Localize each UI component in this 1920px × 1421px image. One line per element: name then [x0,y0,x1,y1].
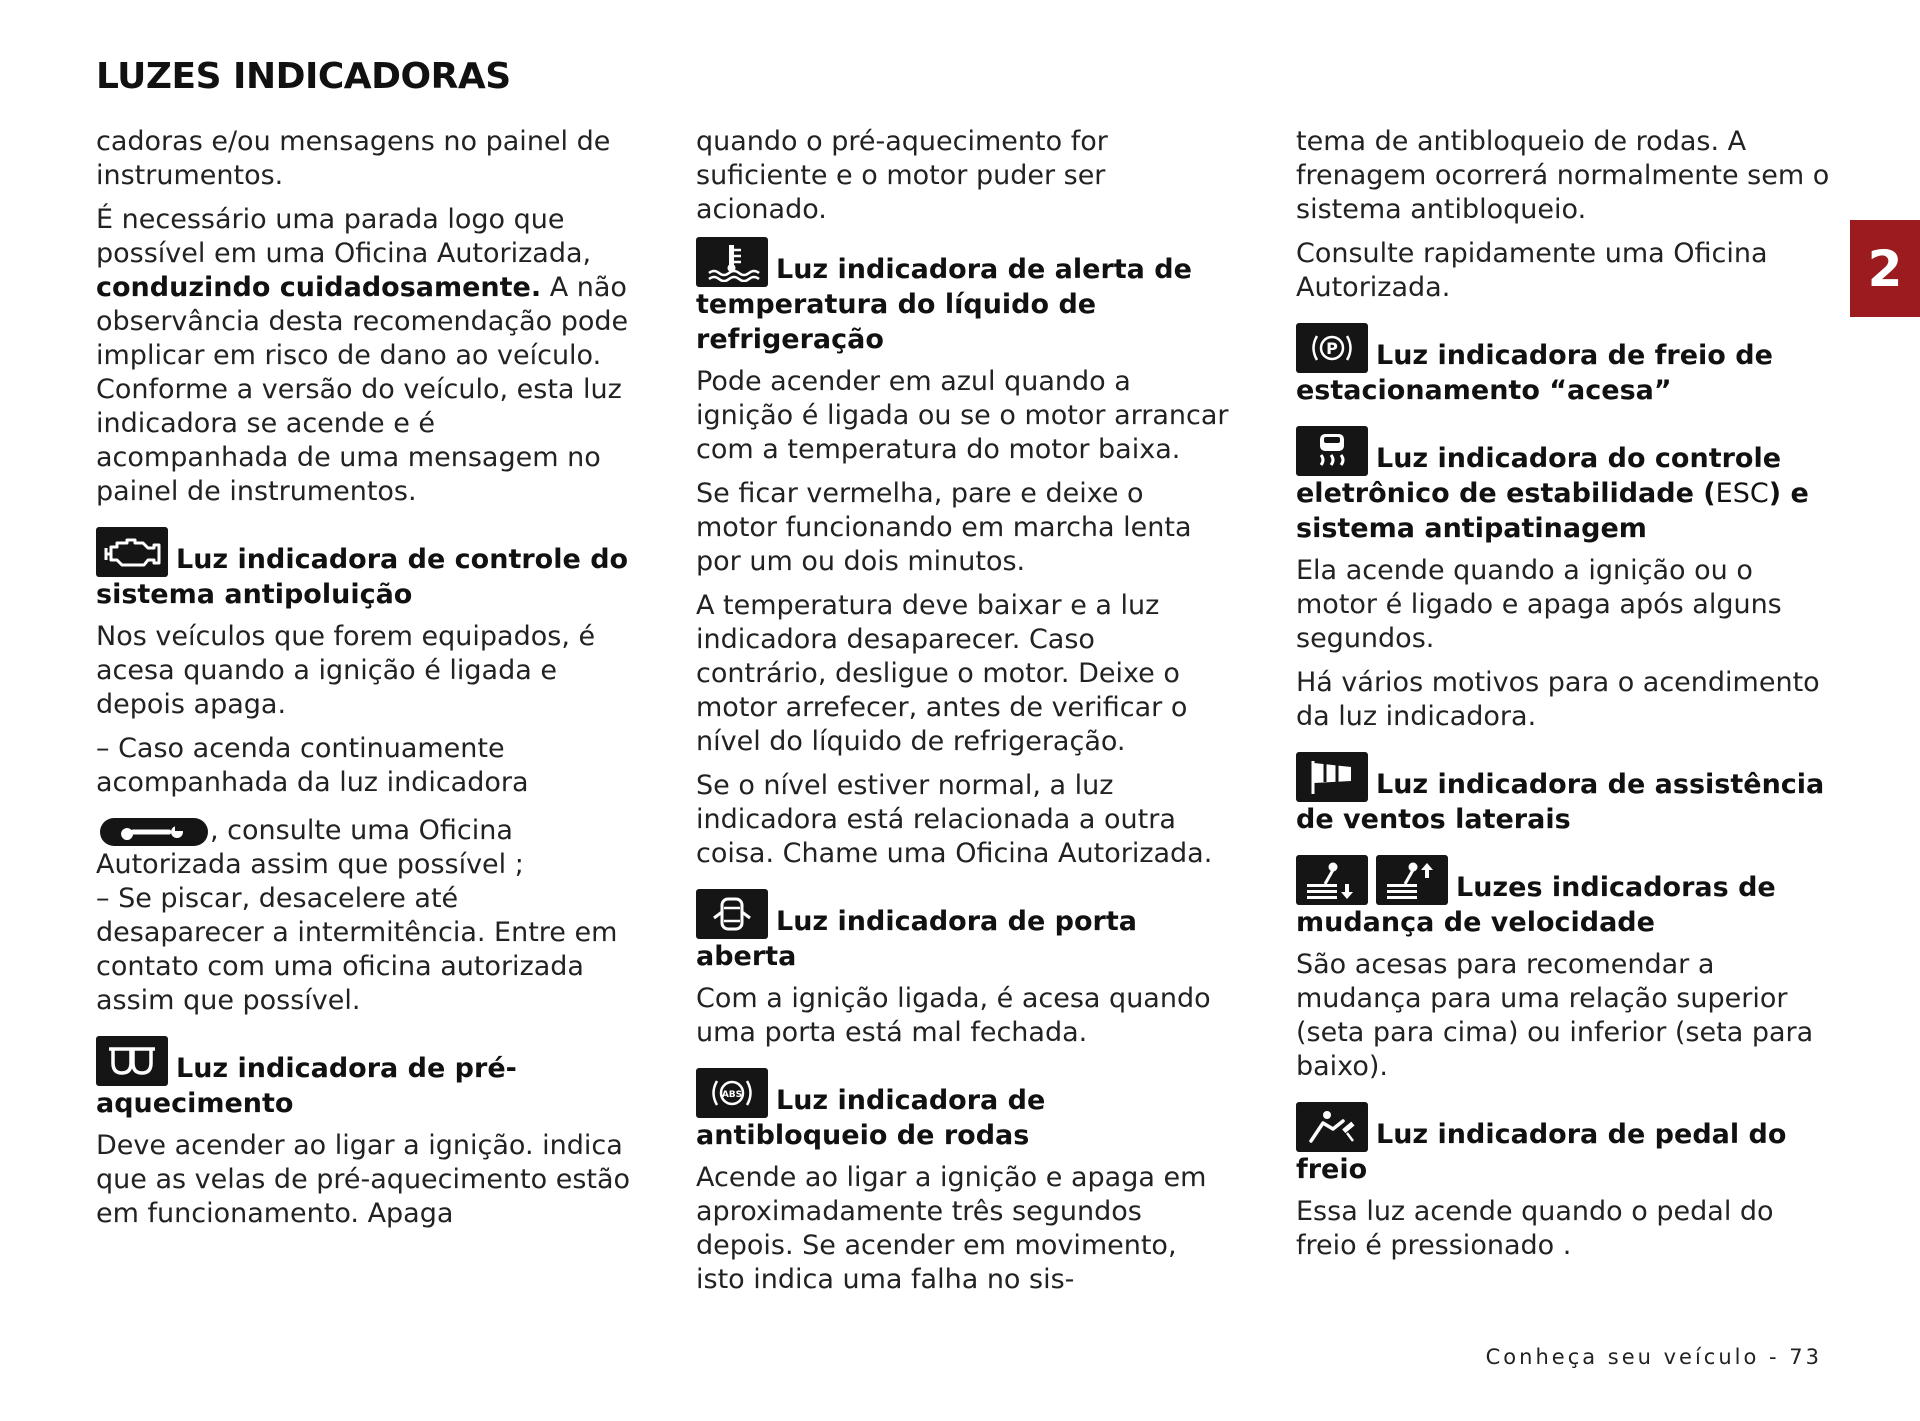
page-footer: Conheça seu veículo - 73 [1485,1345,1822,1369]
paragraph: – Caso acenda continuamente acompanhada da luz indicadora [96,733,529,798]
section-freio-estacionamento [1296,323,1831,408]
paragraph: Há vários motivos para o acendimento da luz indicadora. [1296,667,1820,732]
parking-brake-icon [1296,323,1368,373]
parking-icon-label: P [1326,339,1338,358]
crosswind-icon [1296,752,1368,802]
section-velocidade [1296,855,1831,1084]
paragraph: – Se piscar, desacelere até desaparecer a intermitência. Entre em contato com uma oficina autorizada assim que possível. [96,883,618,1016]
column-1 [96,125,631,1241]
column-2 [696,125,1231,1307]
section-heading [96,1036,631,1121]
text-span: É necessário uma parada logo que possível em uma Oficina Autorizada, [96,204,592,269]
paragraph: Deve acender ao ligar a ignição. indica que as velas de pré-aquecimento estão em funcionamento. Apaga [96,1130,631,1229]
paragraph: Pode acender em azul quando a ignição é ligada ou se o motor arrancar com a temperatura do motor baixa. [696,366,1229,465]
brake-pedal-icon [1296,1102,1368,1152]
heading-text: ) e sistema antipatinagem [1296,478,1809,544]
chapter-tab[interactable]: 2 [1850,220,1920,317]
section-esc [1296,426,1831,734]
section-abs [696,1068,1231,1297]
paragraph: A temperatura deve baixar e a luz indicadora desaparecer. Caso contrário, desligue o motor. Deixe o motor arrefecer, antes de verificar o nível do líquido de refrigeração. [696,590,1188,757]
heading-text: Luz indicadora de alerta de temperatura do líquido de refrigeração [696,254,1192,355]
heading-text: Luz indicadora de antibloqueio de rodas [696,1085,1046,1151]
paragraph: São acesas para recomendar a mudança para uma relação superior (seta para cima) ou inferior (seta para baixo). [1296,949,1814,1082]
column-3 [1296,125,1831,1273]
heading-text: Luz indicadora do controle eletrônico de estabilidade ( [1296,443,1782,509]
door-open-icon [696,889,768,939]
text-span: , consulte uma Oficina Autorizada assim que possível ; [96,815,524,880]
paragraph: Ela acende quando a ignição ou o motor é ligado e apaga após alguns segundos. [1296,555,1782,654]
abs-icon-label: ABS [721,1090,743,1100]
section-heading [1296,855,1831,940]
section-heading [696,237,1231,357]
wrench-icon [100,818,208,846]
section-antipoluicao [96,527,631,1018]
paragraph: Essa luz acende quando o pedal do freio é pressionado . [1296,1196,1774,1261]
section-heading [696,1068,1231,1153]
section-heading [1296,323,1831,408]
heading-text: Luz indicadora de freio de estacionamento “acesa” [1296,340,1773,406]
paragraph: tema de antibloqueio de rodas. A frenagem ocorrerá normalmente sem o sistema antibloqueio. [1296,126,1830,225]
heading-abbreviation: ESC [1715,478,1769,509]
text-span: A não observância desta recomendação pode implicar em risco de dano ao veículo. Conforme a versão do veículo, esta luz indicadora se acende e é acompanhada de uma mensagem no painel de instrumentos. [96,272,629,507]
paragraph [96,203,631,509]
section-temperatura [696,237,1231,871]
bold-text: conduzindo cuidadosamente. [96,272,542,303]
section-porta [696,889,1231,1050]
section-pedal-freio [1296,1102,1831,1263]
section-heading [1296,426,1831,546]
section-heading [96,527,631,612]
heading-text: Luz indicadora de assistência de ventos laterais [1296,769,1825,835]
glow-plug-icon [96,1036,168,1086]
section-preaquecimento [96,1036,631,1231]
gear-shift-down-icon [1296,855,1368,905]
paragraph: Se ficar vermelha, pare e deixe o motor funcionando em marcha lenta por um ou dois minutos. [696,478,1192,577]
engine-check-icon [96,527,168,577]
section-heading [1296,752,1831,837]
gear-shift-up-icon [1376,855,1448,905]
heading-text: Luz indicadora de porta aberta [696,906,1137,972]
paragraph: Com a ignição ligada, é acesa quando uma porta está mal fechada. [696,983,1211,1048]
paragraph: Acende ao ligar a ignição e apaga em aproximadamente três segundos depois. Se acender em movimento, isto indica uma falha no sis- [696,1162,1207,1295]
paragraph: cadoras e/ou mensagens no painel de instrumentos. [96,126,611,191]
heading-text: Luz indicadora de pedal do freio [1296,1119,1787,1185]
heading-text: Luz indicadora de pré-aquecimento [96,1053,517,1119]
paragraph: quando o pré-aquecimento for suficiente e o motor puder ser acionado. [696,126,1108,225]
heading-text: Luz indicadora de controle do sistema antipoluição [96,544,629,610]
page-title: LUZES INDICADORAS [96,56,511,97]
paragraph: Nos veículos que forem equipados, é acesa quando a ignição é ligada e depois apaga. [96,621,596,720]
section-heading [1296,1102,1831,1187]
section-ventos [1296,752,1831,837]
heading-text: Luzes indicadoras de mudança de velocidade [1296,872,1776,938]
stability-control-icon [1296,426,1368,476]
coolant-temperature-icon [696,237,768,287]
section-heading [696,889,1231,974]
paragraph: Consulte rapidamente uma Oficina Autorizada. [1296,238,1768,303]
abs-icon [696,1068,768,1118]
paragraph [96,814,631,882]
paragraph: Se o nível estiver normal, a luz indicadora está relacionada a outra coisa. Chame uma Oficina Autorizada. [696,770,1213,869]
